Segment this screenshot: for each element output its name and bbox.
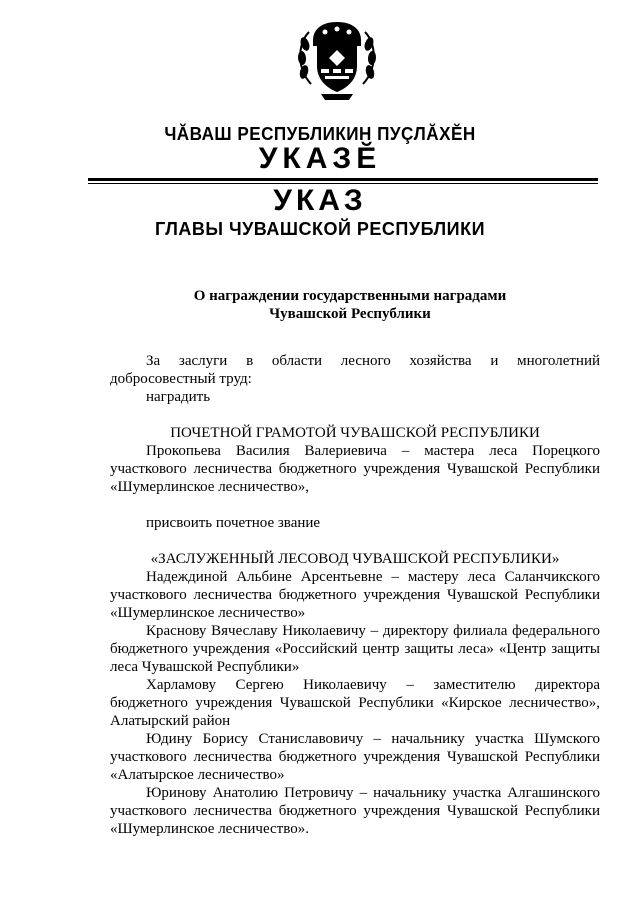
award2-person: Юринову Анатолию Петровичу – начальнику участка Алгашинского участкового лесничества бюджетного учреждения Чувашской Республики «Шумерлинское лесничество». xyxy=(110,785,600,837)
title-verb: присвоить почетное звание xyxy=(146,515,321,531)
award2-person: Надеждиной Альбине Арсентьевне – мастеру леса Саланчикского участкового лесничества бюджетного учреждения Чувашской Республики «Шумерлинское лесничество» xyxy=(110,569,600,621)
intro-paragraph: За заслуги в области лесного хозяйства и многолетний добросовестный труд: xyxy=(110,353,600,387)
issuer-line: ГЛАВЫ ЧУВАШСКОЙ РЕСПУБЛИКИ xyxy=(154,219,486,239)
award2-person: Харламову Сергею Николаевичу – заместителю директора бюджетного учреждения Чувашской Республики «Кирское лесничество», Алатырский район xyxy=(110,677,600,729)
title-line-1: О награждении государственными наградами xyxy=(193,288,507,304)
title-line-2: Чувашской Республики xyxy=(269,306,431,322)
chuvash-decree-title: УКАЗĔ xyxy=(258,142,382,175)
award2-person: Краснову Вячеславу Николаевичу – директору филиала федерального бюджетного учреждения «Российский центр защиты леса» «Центр защиты леса Чувашской Республики» xyxy=(110,623,600,675)
award1-person: Прокопьева Василия Валериевича – мастера леса Порецкого участкового лесничества бюджетного учреждения Чувашской Республики «Шумерлинское лесничество», xyxy=(110,443,600,495)
award-verb: наградить xyxy=(146,389,211,405)
award2-person: Юдину Борису Станиславовичу – начальнику участка Шумского участкового лесничества бюджетного учреждения Чувашской Республики «Алатырское лесничество» xyxy=(110,731,600,783)
document-title xyxy=(0,287,640,323)
decree-title: УКАЗ xyxy=(273,184,367,217)
header-divider-thick xyxy=(88,178,598,181)
coat-of-arms-emblem xyxy=(291,14,383,106)
decree-body xyxy=(110,352,600,838)
award2-heading: «ЗАСЛУЖЕННЫЙ ЛЕСОВОД ЧУВАШСКОЙ РЕСПУБЛИКИ» xyxy=(150,551,560,567)
chuvash-header-line: ЧĂВАШ РЕСПУБЛИКИН ПУÇЛĂХĔН xyxy=(164,124,476,144)
award1-heading: ПОЧЕТНОЙ ГРАМОТОЙ ЧУВАШСКОЙ РЕСПУБЛИКИ xyxy=(170,425,540,441)
